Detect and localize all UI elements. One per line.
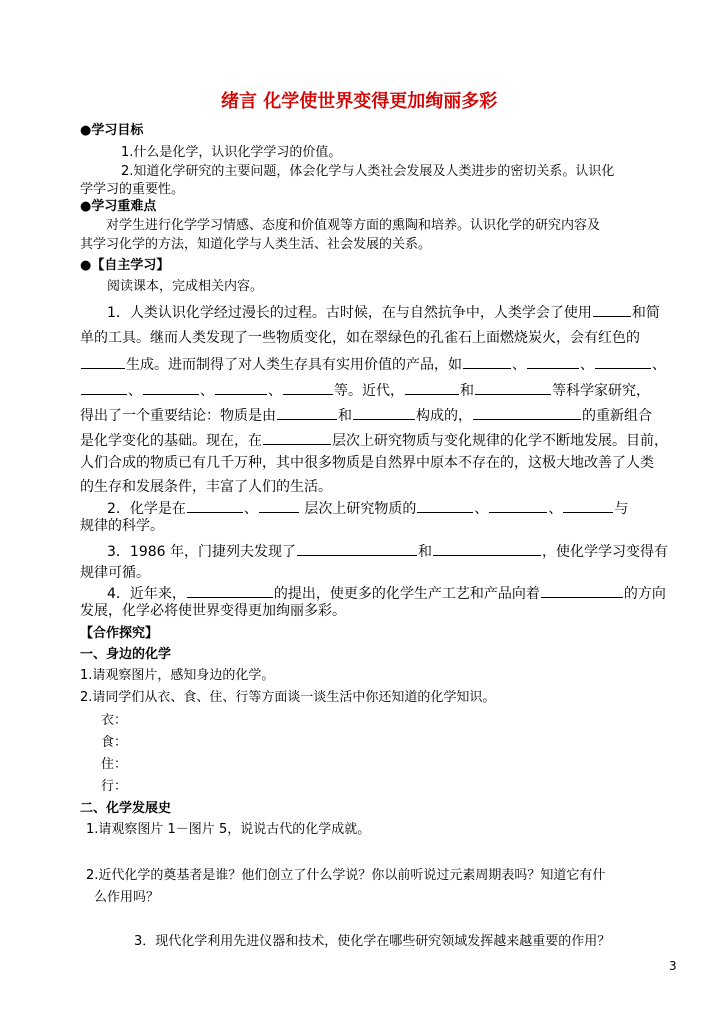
blank[interactable] <box>475 381 551 395</box>
blank[interactable] <box>489 499 547 513</box>
blank[interactable] <box>541 584 623 598</box>
p1-line-2: 单的工具。继而人类发现了一些物质变化，如在翠绿色的孔雀石上面燃烧炭火，会有红色的 <box>80 330 640 346</box>
blank[interactable] <box>263 431 331 445</box>
blank[interactable] <box>187 499 243 513</box>
section-1-heading: 一、身边的化学 <box>80 647 172 662</box>
label-shi: 食： <box>101 735 128 750</box>
section-2-heading: 二、化学发展史 <box>80 801 172 816</box>
key-points-heading: ●学习重难点 <box>80 199 157 214</box>
blank[interactable] <box>527 355 579 369</box>
self-study-heading: ●【自主学习】 <box>80 258 170 273</box>
s2-q1: 1.请观察图片 1－图片 5，说说古代的化学成就。 <box>86 822 371 837</box>
blank[interactable] <box>417 499 473 513</box>
page-title: 绪言 化学使世界变得更加绚丽多彩 <box>221 91 498 112</box>
blank[interactable] <box>187 584 273 598</box>
blank[interactable] <box>473 406 581 420</box>
p1-line-5: 得出了一个重要结论：物质是由 和 构成的， 的重新组合 <box>80 408 652 424</box>
blank[interactable] <box>143 381 199 395</box>
s1-q1: 1.请观察图片，感知身边的化学。 <box>80 668 275 683</box>
blank[interactable] <box>259 499 299 513</box>
blank[interactable] <box>463 355 511 369</box>
goal-2-line-1: 2.知道化学研究的主要问题，体会化学与人类社会发展及人类进步的密切关系。认识化 <box>121 164 615 179</box>
blank[interactable] <box>297 542 417 556</box>
blank[interactable] <box>277 406 337 420</box>
self-study-intro: 阅读课本，完成相关内容。 <box>107 279 264 294</box>
blank[interactable] <box>81 355 125 369</box>
blank[interactable] <box>433 542 541 556</box>
blank[interactable] <box>563 499 613 513</box>
p3-line-2: 规律可循。 <box>80 565 150 581</box>
p4-line-2: 发展，化学必将使世界变得更加绚丽多彩。 <box>80 603 346 619</box>
p3-line-1: 3．1986 年，门捷列夫发现了 和 ，使化学学习变得有 <box>107 544 668 560</box>
blank[interactable] <box>595 355 651 369</box>
label-zhu: 住： <box>101 757 128 772</box>
p1-line-8: 的生存和发展条件，丰富了人们的生活。 <box>80 479 332 495</box>
s2-q2-line-2: 么作用吗？ <box>94 890 160 905</box>
blank[interactable] <box>215 381 267 395</box>
goal-1: 1.什么是化学，认识化学学习的价值。 <box>121 145 342 160</box>
p1-line-1: 1．人类认识化学经过漫长的过程。古时候，在与自然抗争中，人类学会了使用 和简 <box>107 305 660 321</box>
s1-q2: 2.请同学们从衣、食、住、行等方面谈一谈生活中你还知道的化学知识。 <box>80 690 496 705</box>
p2-line-1: 2．化学是在 、 层次上研究物质的 、 、 与 <box>107 501 629 517</box>
learning-goals-heading: ●学习目标 <box>80 123 144 138</box>
s2-q2-line-1: 2.近代化学的奠基者是谁？他们创立了什么学说？你以前听说过元素周期表吗？知道它有什 <box>86 868 606 883</box>
key-points-line-1: 对学生进行化学学习情感、态度和价值观等方面的熏陶和培养。认识化学的研究内容及 <box>106 218 601 233</box>
p1-line-3: 生成。进而制得了对人类生存具有实用价值的产品，如 、 、 、 <box>80 355 666 372</box>
blank[interactable] <box>353 406 415 420</box>
blank[interactable] <box>405 381 459 395</box>
blank[interactable] <box>593 303 631 317</box>
goal-2-line-2: 学学习的重要性。 <box>80 182 185 197</box>
page-number: 3 <box>669 959 677 973</box>
p1-line-7: 人们合成的物质已有几千万种，其中很多物质是自然界中原本不存在的，这极大地改善了人类 <box>80 455 654 471</box>
blank[interactable] <box>81 381 127 395</box>
label-yi: 衣： <box>101 713 128 728</box>
s2-q3: 3．现代化学利用先进仪器和技术，使化学在哪些研究领域发挥越来越重要的作用？ <box>134 934 611 949</box>
label-xing: 行： <box>101 779 128 794</box>
p2-line-2: 规律的科学。 <box>80 518 164 534</box>
p4-line-1: 4．近年来， 的提出，使更多的化学生产工艺和产品向着 的方向 <box>107 586 666 602</box>
p1-line-4: 、 、 、 等。近代， 和 等科学家研究， <box>80 381 650 398</box>
p1-line-6: 是化学变化的基础。现在，在 层次上研究物质与变化规律的化学不断地发展。目前， <box>80 433 668 449</box>
coop-heading: 【合作探究】 <box>80 626 159 641</box>
key-points-line-2: 其学习化学的方法，知道化学与人类生活、社会发展的关系。 <box>80 237 432 252</box>
blank[interactable] <box>283 381 333 395</box>
